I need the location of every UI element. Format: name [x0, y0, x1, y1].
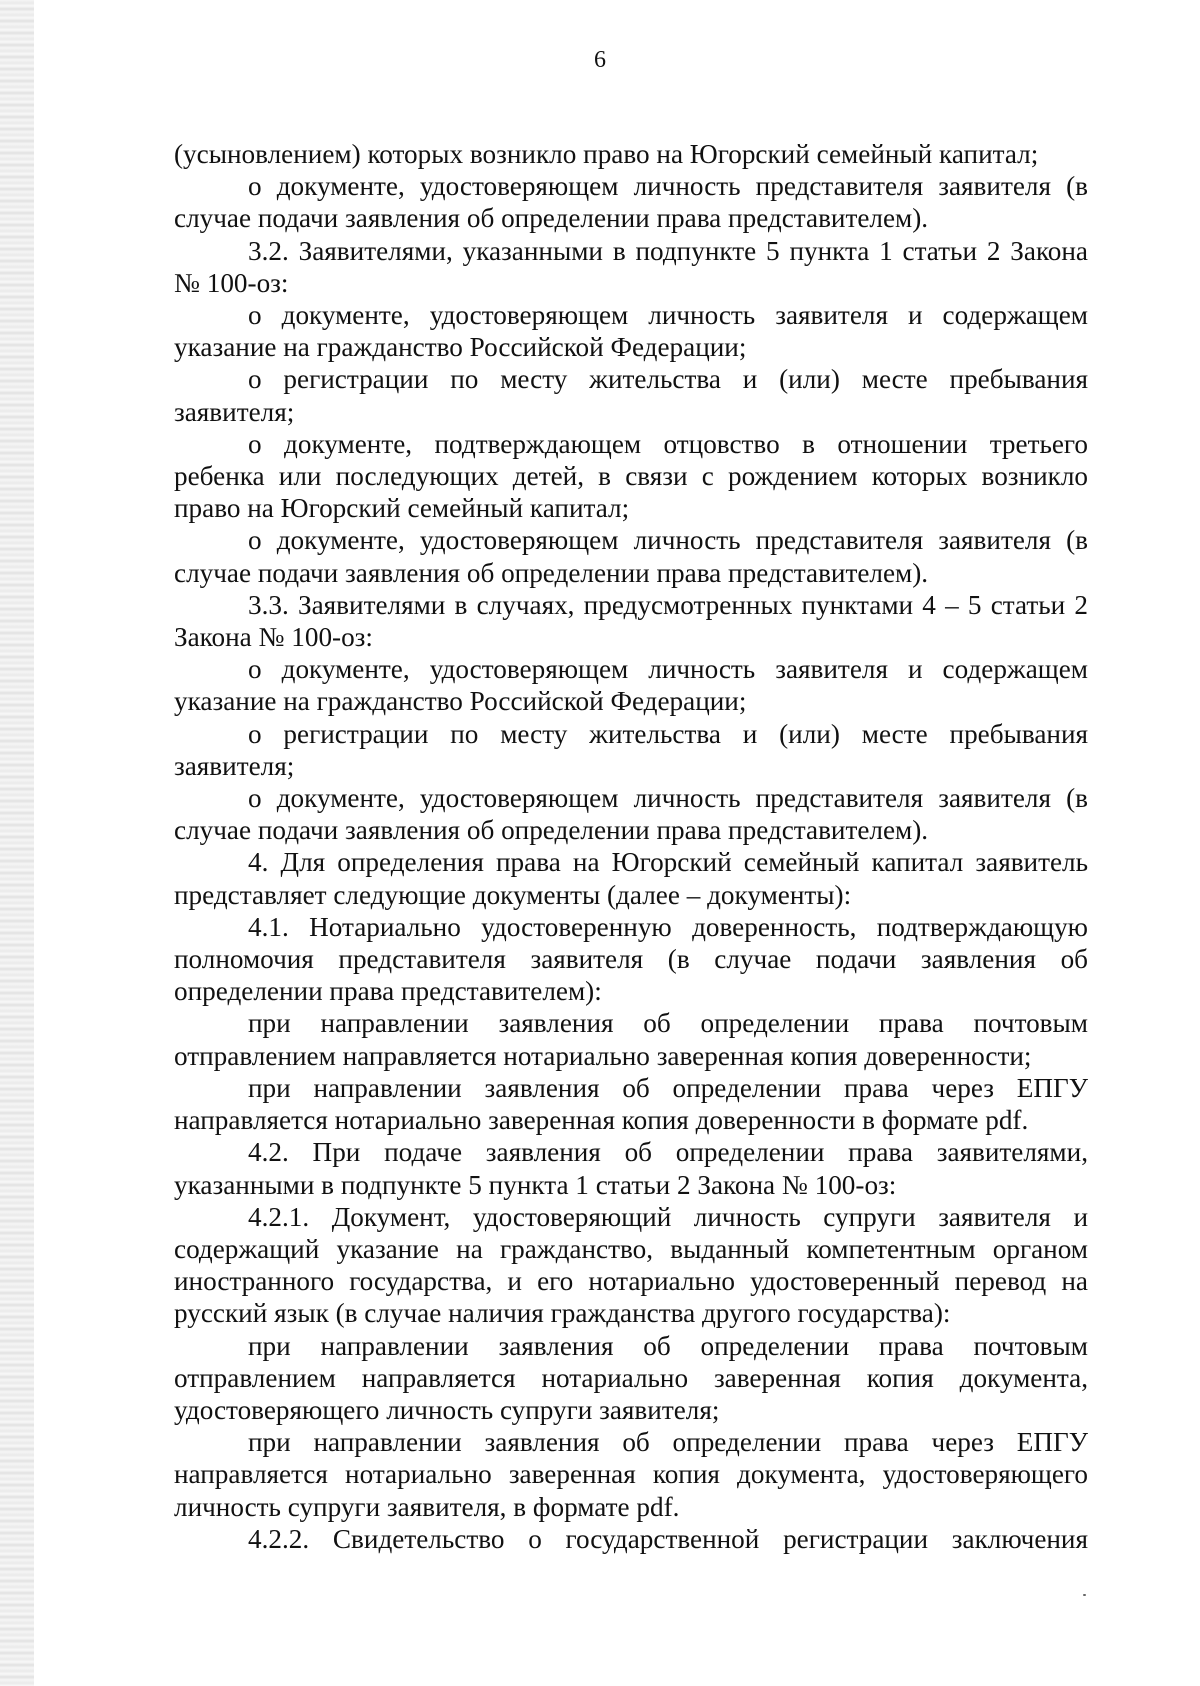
paragraph: о регистрации по месту жительства и (или) месте пребывания заявителя; — [174, 718, 1088, 781]
paragraph: 4.2.2. Свидетельство о государственной регистрации заключения — [248, 1523, 1088, 1554]
page-number: 6 — [594, 47, 606, 73]
paragraph: о документе, подтверждающем отцовство в отношении третьего ребенка или последующих детей, в связи с рождением которых возникло право на Югорский семейный капитал; — [174, 428, 1088, 524]
scan-edge — [0, 0, 34, 1686]
paragraph: 3.2. Заявителями, указанными в подпункте 5 пункта 1 статьи 2 Закона № 100-оз: — [174, 235, 1088, 298]
paragraph: о документе, удостоверяющем личность заявителя и содержащем указание на гражданство Российской Федерации; — [174, 654, 1088, 717]
paragraph: при направлении заявления об определении права почтовым отправлением направляется нотариально заверенная копия документа, удостоверяющего личность супруги заявителя; — [174, 1330, 1088, 1425]
paragraph: 3.3. Заявителями в случаях, предусмотренных пунктами 4 – 5 статьи 2 Закона № 100-оз: — [174, 589, 1088, 653]
paragraph: о регистрации по месту жительства и (или) месте пребывания заявителя; — [174, 364, 1088, 427]
document-body — [174, 138, 1088, 1555]
paragraph: о документе, удостоверяющем личность заявителя и содержащем указание на гражданство Российской Федерации; — [174, 300, 1088, 363]
paragraph: 4. Для определения права на Югорский семейный капитал заявитель представляет следующие документы (далее – документы): — [174, 847, 1088, 910]
paragraph: о документе, удостоверяющем личность представителя заявителя (в случае подачи заявления об определении права представителем). — [174, 171, 1088, 234]
paragraph: о документе, удостоверяющем личность представителя заявителя (в случае подачи заявления об определении права представителем). — [174, 525, 1088, 588]
paragraph: при направлении заявления об определении права через ЕПГУ направляется нотариально заверенная копия документа, удостоверяющего личность супруги заявителя, в формате pdf. — [174, 1427, 1088, 1522]
paragraph: при направлении заявления об определении права почтовым отправлением направляется нотариально заверенная копия доверенности; — [174, 1008, 1088, 1071]
paragraph: при направлении заявления об определении права через ЕПГУ направляется нотариально заверенная копия доверенности в формате pdf. — [174, 1072, 1088, 1136]
paragraph: 4.1. Нотариально удостоверенную доверенность, подтверждающую полномочия представителя заявителя (в случае подачи заявления об определении права представителем): — [174, 911, 1088, 1007]
paragraph: 4.2.1. Документ, удостоверяющий личность супруги заявителя и содержащий указание на гражданство, выданный компетентным органом иностранного государства, и его нотариально удостоверенный перевод на русский язык (в случае наличия гражданства другого государства): — [174, 1201, 1088, 1329]
paragraph: (усыновлением) которых возникло право на Югорский семейный капитал; — [174, 139, 1039, 169]
paragraph: о документе, удостоверяющем личность представителя заявителя (в случае подачи заявления об определении права представителем). — [174, 783, 1088, 846]
scan-speck — [1083, 1594, 1086, 1596]
paragraph: 4.2. При подаче заявления об определении права заявителями, указанными в подпункте 5 пункта 1 статьи 2 Закона № 100-оз: — [174, 1137, 1088, 1200]
